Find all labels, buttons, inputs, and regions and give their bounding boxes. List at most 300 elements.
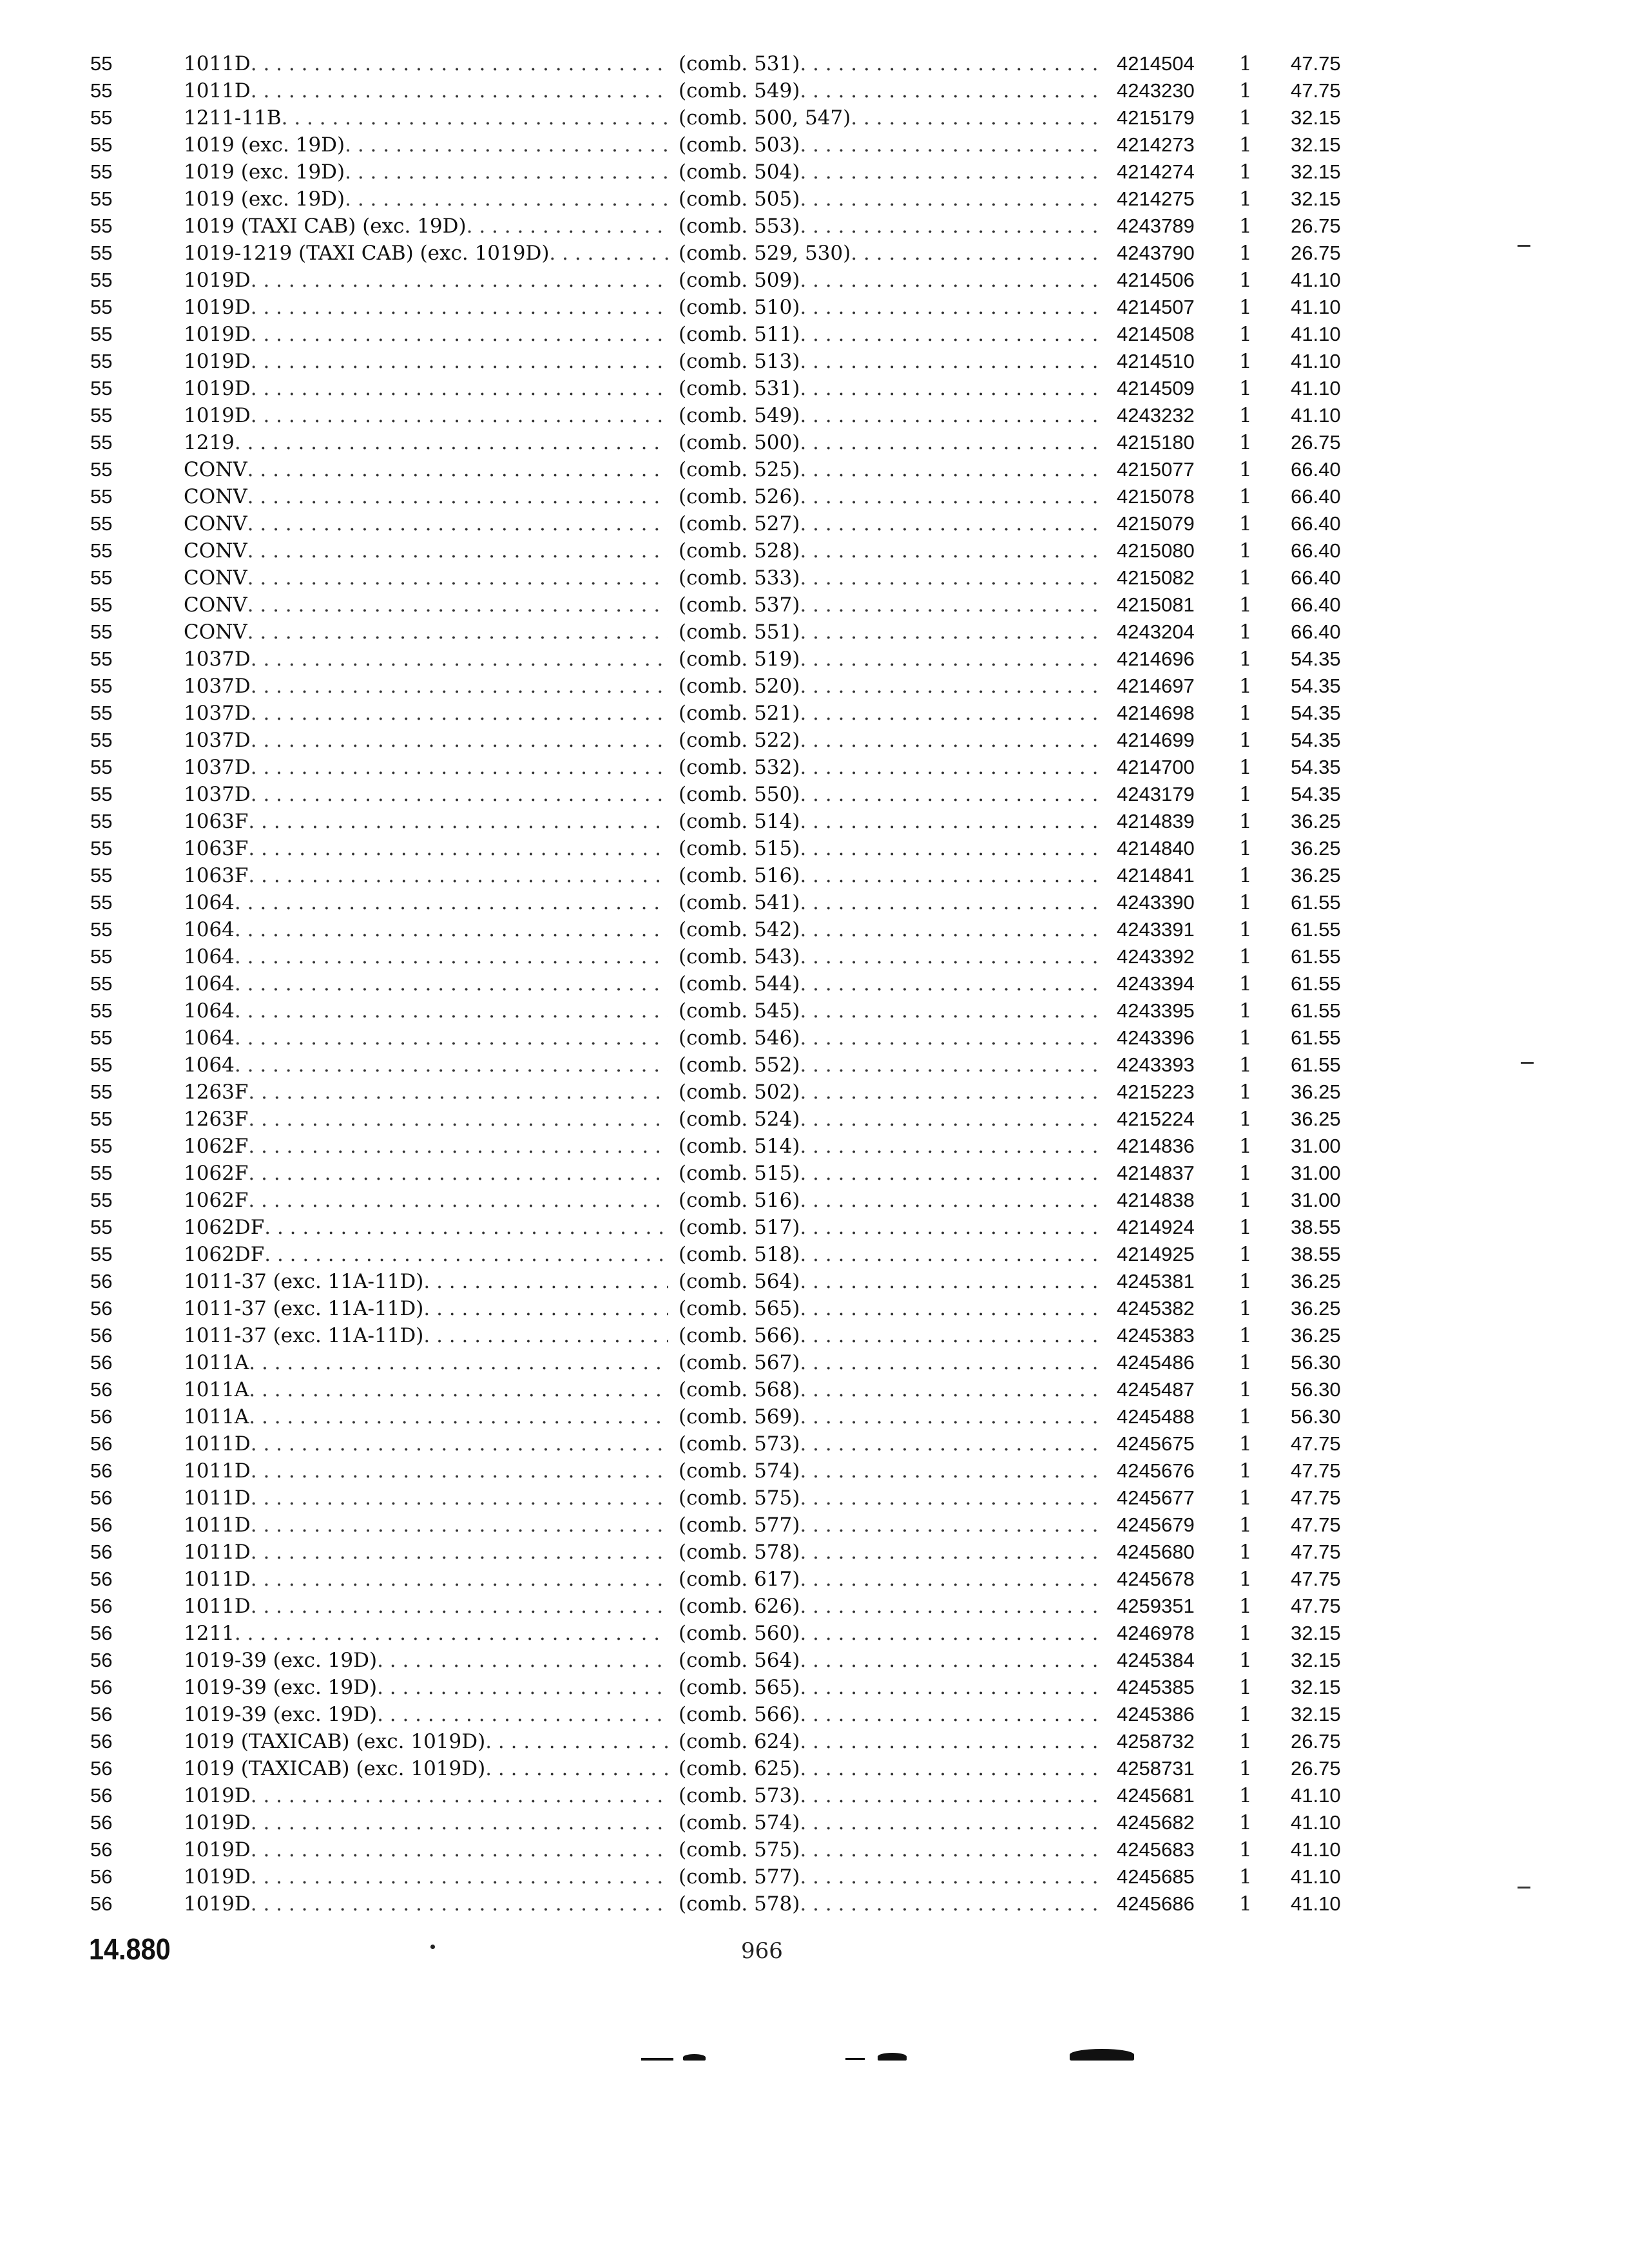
combination-cell <box>679 1295 1117 1322</box>
dot-leader <box>800 646 1106 673</box>
model-text: CONV <box>184 566 247 590</box>
combination-cell <box>679 943 1117 970</box>
dot-leader <box>800 889 1106 916</box>
table-row <box>90 835 1379 862</box>
part-number-cell: 4243391 <box>1117 918 1195 941</box>
model-text: CONV <box>184 458 247 481</box>
model-cell <box>184 1485 679 1512</box>
part-number-cell: 4243232 <box>1117 404 1195 427</box>
price-cell: 36.25 <box>1291 1324 1341 1347</box>
part-number-cell: 4214697 <box>1117 675 1195 697</box>
model-cell <box>184 483 679 510</box>
table-row <box>90 1566 1379 1593</box>
price-cell: 47.75 <box>1291 1568 1341 1590</box>
model-text: 1011D <box>184 1514 251 1537</box>
year-cell: 56 <box>90 1486 113 1509</box>
quantity-cell: 1 <box>1239 1622 1252 1645</box>
table-row <box>90 727 1379 754</box>
combination-text: (comb. 574) <box>679 1459 800 1483</box>
combination-cell <box>679 186 1117 213</box>
combination-text: (comb. 626) <box>679 1595 800 1618</box>
dot-leader <box>247 591 668 619</box>
model-text: 1019D <box>184 1865 251 1888</box>
dot-leader <box>800 1863 1106 1890</box>
table-row <box>90 1106 1379 1133</box>
quantity-cell: 1 <box>1239 702 1252 725</box>
model-text: CONV <box>184 539 247 562</box>
part-number-cell: 4214836 <box>1117 1135 1195 1157</box>
table-row <box>90 1674 1379 1701</box>
model-cell <box>184 1890 679 1917</box>
model-text: CONV <box>184 593 247 617</box>
dot-leader <box>251 1430 668 1457</box>
table-row <box>90 77 1379 104</box>
model-cell <box>184 1187 679 1214</box>
table-row <box>90 50 1379 77</box>
model-text: 1263F <box>184 1081 249 1104</box>
combination-cell <box>679 889 1117 916</box>
year-cell: 56 <box>90 1730 113 1753</box>
table-row <box>90 1593 1379 1620</box>
model-text: 1019-39 (exc. 19D) <box>184 1703 378 1726</box>
dot-leader <box>251 700 668 727</box>
quantity-cell: 1 <box>1239 729 1252 752</box>
price-cell: 31.00 <box>1291 1162 1341 1184</box>
combination-text: (comb. 515) <box>679 1162 800 1185</box>
price-cell: 32.15 <box>1291 1703 1341 1725</box>
model-cell <box>184 1701 679 1728</box>
dot-leader <box>249 1403 668 1430</box>
dot-leader <box>251 50 668 77</box>
year-cell: 56 <box>90 1892 113 1915</box>
combination-cell <box>679 808 1117 835</box>
dot-leader <box>251 1457 668 1485</box>
model-text: 1019 (exc. 19D) <box>184 160 345 184</box>
part-number-cell: 4243393 <box>1117 1053 1195 1076</box>
combination-cell <box>679 970 1117 997</box>
model-cell <box>184 1430 679 1457</box>
dot-leader <box>264 1214 668 1241</box>
scan-artifact <box>845 2058 865 2060</box>
part-number-cell: 4245678 <box>1117 1568 1195 1590</box>
table-row <box>90 213 1379 240</box>
model-cell <box>184 375 679 402</box>
combination-cell <box>679 1322 1117 1349</box>
quantity-cell: 1 <box>1239 187 1252 211</box>
combination-text: (comb. 624) <box>679 1730 800 1753</box>
quantity-cell: 1 <box>1239 512 1252 535</box>
dot-leader <box>800 537 1106 564</box>
combination-cell <box>679 1024 1117 1052</box>
dot-leader <box>800 754 1106 781</box>
table-row <box>90 700 1379 727</box>
quantity-cell: 1 <box>1239 1378 1252 1401</box>
combination-cell <box>679 1160 1117 1187</box>
dot-leader <box>800 510 1106 537</box>
table-row <box>90 510 1379 537</box>
combination-cell <box>679 348 1117 375</box>
year-cell: 55 <box>90 52 113 75</box>
dot-leader <box>800 1430 1106 1457</box>
dot-leader <box>248 1160 668 1187</box>
dot-leader <box>800 159 1106 186</box>
combination-text: (comb. 520) <box>679 675 800 698</box>
quantity-cell: 1 <box>1239 160 1252 184</box>
year-cell: 56 <box>90 1676 113 1698</box>
price-cell: 32.15 <box>1291 187 1341 210</box>
dot-leader <box>800 916 1106 943</box>
model-text: 1037D <box>184 783 251 806</box>
price-cell: 26.75 <box>1291 242 1341 264</box>
model-text: 1019D <box>184 350 251 373</box>
dot-leader <box>851 240 1106 267</box>
part-number-cell: 4214698 <box>1117 702 1195 724</box>
year-cell: 56 <box>90 1459 113 1482</box>
price-cell: 41.10 <box>1291 350 1341 372</box>
price-cell: 66.40 <box>1291 512 1341 535</box>
combination-cell <box>679 781 1117 808</box>
year-cell: 55 <box>90 458 113 481</box>
year-cell: 55 <box>90 133 113 156</box>
dot-leader <box>800 1647 1106 1674</box>
dot-leader <box>282 104 668 131</box>
year-cell: 55 <box>90 323 113 345</box>
parts-table <box>90 50 1379 1917</box>
price-cell: 47.75 <box>1291 1432 1341 1455</box>
model-cell <box>184 1403 679 1430</box>
model-cell <box>184 1457 679 1485</box>
dot-leader <box>247 537 668 564</box>
model-text: 1011D <box>184 1459 251 1483</box>
dot-leader <box>377 1674 668 1701</box>
combination-text: (comb. 569) <box>679 1405 800 1428</box>
table-row <box>90 916 1379 943</box>
model-text: 1011D <box>184 79 251 102</box>
quantity-cell: 1 <box>1239 1784 1252 1807</box>
year-cell: 55 <box>90 79 113 102</box>
part-number-cell: 4214841 <box>1117 864 1195 887</box>
model-cell <box>184 781 679 808</box>
year-cell: 56 <box>90 1865 113 1888</box>
table-row <box>90 1295 1379 1322</box>
scan-artifact <box>878 2053 907 2061</box>
model-cell <box>184 1566 679 1593</box>
model-cell <box>184 348 679 375</box>
model-text: 1063F <box>184 810 249 833</box>
table-row <box>90 1376 1379 1403</box>
dot-leader <box>800 1755 1106 1782</box>
dot-leader <box>800 131 1106 159</box>
model-text: 1011D <box>184 1595 251 1618</box>
combination-cell <box>679 213 1117 240</box>
year-cell: 55 <box>90 729 113 751</box>
model-text: 1019 (TAXICAB) (exc. 1019D) <box>184 1757 486 1780</box>
price-cell: 41.10 <box>1291 269 1341 291</box>
combination-cell <box>679 1403 1117 1430</box>
dot-leader <box>800 1079 1106 1106</box>
model-text: 1011-37 (exc. 11A-11D) <box>184 1270 424 1293</box>
dot-leader <box>345 159 668 186</box>
combination-text: (comb. 532) <box>679 756 800 779</box>
dot-leader <box>251 1863 668 1890</box>
combination-cell <box>679 1728 1117 1755</box>
combination-text: (comb. 509) <box>679 269 800 292</box>
dot-leader <box>800 862 1106 889</box>
combination-cell <box>679 1457 1117 1485</box>
dot-leader <box>800 1890 1106 1917</box>
dot-leader <box>800 1268 1106 1295</box>
quantity-cell: 1 <box>1239 106 1252 130</box>
dot-leader <box>800 1457 1106 1485</box>
margin-tick-mark <box>1521 1062 1534 1064</box>
quantity-cell: 1 <box>1239 1324 1252 1347</box>
combination-cell <box>679 1836 1117 1863</box>
model-cell <box>184 159 679 186</box>
combination-cell <box>679 1052 1117 1079</box>
model-text: 1063F <box>184 864 249 887</box>
combination-cell <box>679 646 1117 673</box>
price-cell: 26.75 <box>1291 215 1341 237</box>
dot-leader <box>800 77 1106 104</box>
model-text: 1062F <box>184 1162 249 1185</box>
dot-leader <box>345 186 668 213</box>
year-cell: 56 <box>90 1514 113 1536</box>
price-cell: 36.25 <box>1291 837 1341 860</box>
combination-text: (comb. 566) <box>679 1324 800 1347</box>
part-number-cell: 4243204 <box>1117 620 1195 643</box>
model-text: 1037D <box>184 702 251 725</box>
price-cell: 41.10 <box>1291 377 1341 399</box>
combination-text: (comb. 545) <box>679 999 800 1023</box>
dot-leader <box>251 267 668 294</box>
model-text: 1062F <box>184 1135 249 1158</box>
quantity-cell: 1 <box>1239 52 1252 75</box>
year-cell: 55 <box>90 810 113 832</box>
dot-leader <box>251 1593 668 1620</box>
part-number-cell: 4215179 <box>1117 106 1195 129</box>
model-cell <box>184 294 679 321</box>
table-row <box>90 1485 1379 1512</box>
dot-leader <box>800 294 1106 321</box>
price-cell: 61.55 <box>1291 999 1341 1022</box>
model-cell <box>184 943 679 970</box>
model-cell <box>184 835 679 862</box>
model-text: 1019 (exc. 19D) <box>184 187 345 211</box>
year-cell: 55 <box>90 675 113 697</box>
model-cell <box>184 1674 679 1701</box>
dot-leader <box>377 1647 668 1674</box>
model-cell <box>184 673 679 700</box>
combination-cell <box>679 1782 1117 1809</box>
quantity-cell: 1 <box>1239 296 1252 319</box>
combination-text: (comb. 513) <box>679 350 800 373</box>
combination-text: (comb. 567) <box>679 1351 800 1374</box>
price-cell: 61.55 <box>1291 1053 1341 1076</box>
table-row <box>90 1133 1379 1160</box>
dot-leader <box>251 646 668 673</box>
price-cell: 41.10 <box>1291 1784 1341 1807</box>
quantity-cell: 1 <box>1239 999 1252 1023</box>
model-text: 1019 (exc. 19D) <box>184 133 345 157</box>
dot-leader <box>235 889 668 916</box>
part-number-cell: 4245681 <box>1117 1784 1195 1807</box>
dot-leader <box>800 1539 1106 1566</box>
year-cell: 56 <box>90 1838 113 1861</box>
dot-leader <box>248 1079 668 1106</box>
combination-text: (comb. 505) <box>679 187 800 211</box>
price-cell: 26.75 <box>1291 431 1341 454</box>
dot-leader <box>800 50 1106 77</box>
table-row <box>90 1214 1379 1241</box>
quantity-cell: 1 <box>1239 1216 1252 1239</box>
combination-cell <box>679 375 1117 402</box>
table-row <box>90 646 1379 673</box>
dot-leader <box>235 1052 668 1079</box>
model-text: 1011A <box>184 1378 249 1401</box>
quantity-cell: 1 <box>1239 675 1252 698</box>
part-number-cell: 4215079 <box>1117 512 1195 535</box>
dot-leader <box>249 1349 668 1376</box>
combination-cell <box>679 1593 1117 1620</box>
dot-leader <box>800 1674 1106 1701</box>
combination-text: (comb. 575) <box>679 1838 800 1861</box>
dot-leader <box>251 1890 668 1917</box>
table-row <box>90 1836 1379 1863</box>
model-cell <box>184 1024 679 1052</box>
quantity-cell: 1 <box>1239 783 1252 806</box>
price-cell: 36.25 <box>1291 1297 1341 1320</box>
model-cell <box>184 429 679 456</box>
quantity-cell: 1 <box>1239 1811 1252 1834</box>
dot-leader <box>800 1782 1106 1809</box>
quantity-cell: 1 <box>1239 864 1252 887</box>
dot-leader <box>251 1782 668 1809</box>
scan-artifact <box>683 2054 706 2061</box>
part-number-cell: 4245682 <box>1117 1811 1195 1834</box>
model-cell <box>184 564 679 591</box>
price-cell: 66.40 <box>1291 566 1341 589</box>
combination-cell <box>679 159 1117 186</box>
combination-cell <box>679 564 1117 591</box>
dot-leader <box>251 77 668 104</box>
part-number-cell: 4245676 <box>1117 1459 1195 1482</box>
dot-leader <box>800 1566 1106 1593</box>
model-text: 1011D <box>184 1568 251 1591</box>
combination-cell <box>679 1187 1117 1214</box>
combination-text: (comb. 516) <box>679 1189 800 1212</box>
model-cell <box>184 1268 679 1295</box>
combination-text: (comb. 531) <box>679 377 800 400</box>
table-row <box>90 1863 1379 1890</box>
dot-leader <box>251 348 668 375</box>
price-cell: 47.75 <box>1291 52 1341 75</box>
table-row <box>90 1728 1379 1755</box>
model-text: 1063F <box>184 837 249 860</box>
dot-leader <box>800 1052 1106 1079</box>
table-row <box>90 159 1379 186</box>
model-cell <box>184 1539 679 1566</box>
model-text: 1011A <box>184 1405 249 1428</box>
model-text: 1019D <box>184 1784 251 1807</box>
combination-text: (comb. 573) <box>679 1432 800 1456</box>
dot-leader <box>800 456 1106 483</box>
year-cell: 55 <box>90 593 113 616</box>
combination-cell <box>679 483 1117 510</box>
combination-text: (comb. 521) <box>679 702 800 725</box>
table-row <box>90 862 1379 889</box>
combination-text: (comb. 564) <box>679 1649 800 1672</box>
model-cell <box>184 402 679 429</box>
model-cell <box>184 77 679 104</box>
combination-cell <box>679 727 1117 754</box>
quantity-cell: 1 <box>1239 810 1252 833</box>
year-cell: 56 <box>90 1405 113 1428</box>
table-row <box>90 1079 1379 1106</box>
combination-text: (comb. 504) <box>679 160 800 184</box>
quantity-cell: 1 <box>1239 539 1252 562</box>
table-row <box>90 1890 1379 1917</box>
combination-text: (comb. 511) <box>679 323 800 346</box>
combination-text: (comb. 617) <box>679 1568 800 1591</box>
part-number-cell: 4243230 <box>1117 79 1195 102</box>
combination-cell <box>679 1539 1117 1566</box>
dot-leader <box>485 1755 668 1782</box>
part-number-cell: 4258731 <box>1117 1757 1195 1780</box>
combination-text: (comb. 553) <box>679 215 800 238</box>
model-cell <box>184 862 679 889</box>
year-cell: 55 <box>90 1243 113 1265</box>
quantity-cell: 1 <box>1239 837 1252 860</box>
year-cell: 55 <box>90 215 113 237</box>
dot-leader <box>800 1187 1106 1214</box>
combination-cell <box>679 1079 1117 1106</box>
combination-text: (comb. 565) <box>679 1297 800 1320</box>
model-cell <box>184 1728 679 1755</box>
price-cell: 54.35 <box>1291 783 1341 805</box>
quantity-cell: 1 <box>1239 1865 1252 1888</box>
model-text: 1219 <box>184 431 235 454</box>
model-cell <box>184 1160 679 1187</box>
combination-text: (comb. 550) <box>679 783 800 806</box>
price-cell: 61.55 <box>1291 918 1341 941</box>
combination-text: (comb. 527) <box>679 512 800 535</box>
price-cell: 41.10 <box>1291 1811 1341 1834</box>
combination-cell <box>679 1890 1117 1917</box>
quantity-cell: 1 <box>1239 918 1252 941</box>
price-cell: 32.15 <box>1291 160 1341 183</box>
model-text: 1011-37 (exc. 11A-11D) <box>184 1297 424 1320</box>
model-text: 1062F <box>184 1189 249 1212</box>
dot-leader <box>235 429 668 456</box>
combination-cell <box>679 77 1117 104</box>
year-cell: 55 <box>90 404 113 427</box>
model-cell <box>184 1241 679 1268</box>
table-row <box>90 348 1379 375</box>
quantity-cell: 1 <box>1239 1568 1252 1591</box>
part-number-cell: 4243396 <box>1117 1026 1195 1049</box>
model-text: 1019D <box>184 296 251 319</box>
combination-cell <box>679 1512 1117 1539</box>
part-number-cell: 4243789 <box>1117 215 1195 237</box>
price-cell: 26.75 <box>1291 1757 1341 1780</box>
quantity-cell: 1 <box>1239 593 1252 617</box>
model-cell <box>184 1782 679 1809</box>
model-text: 1011A <box>184 1351 249 1374</box>
part-number-cell: 4214840 <box>1117 837 1195 860</box>
model-text: 1211 <box>184 1622 235 1645</box>
model-cell <box>184 646 679 673</box>
combination-cell <box>679 1566 1117 1593</box>
